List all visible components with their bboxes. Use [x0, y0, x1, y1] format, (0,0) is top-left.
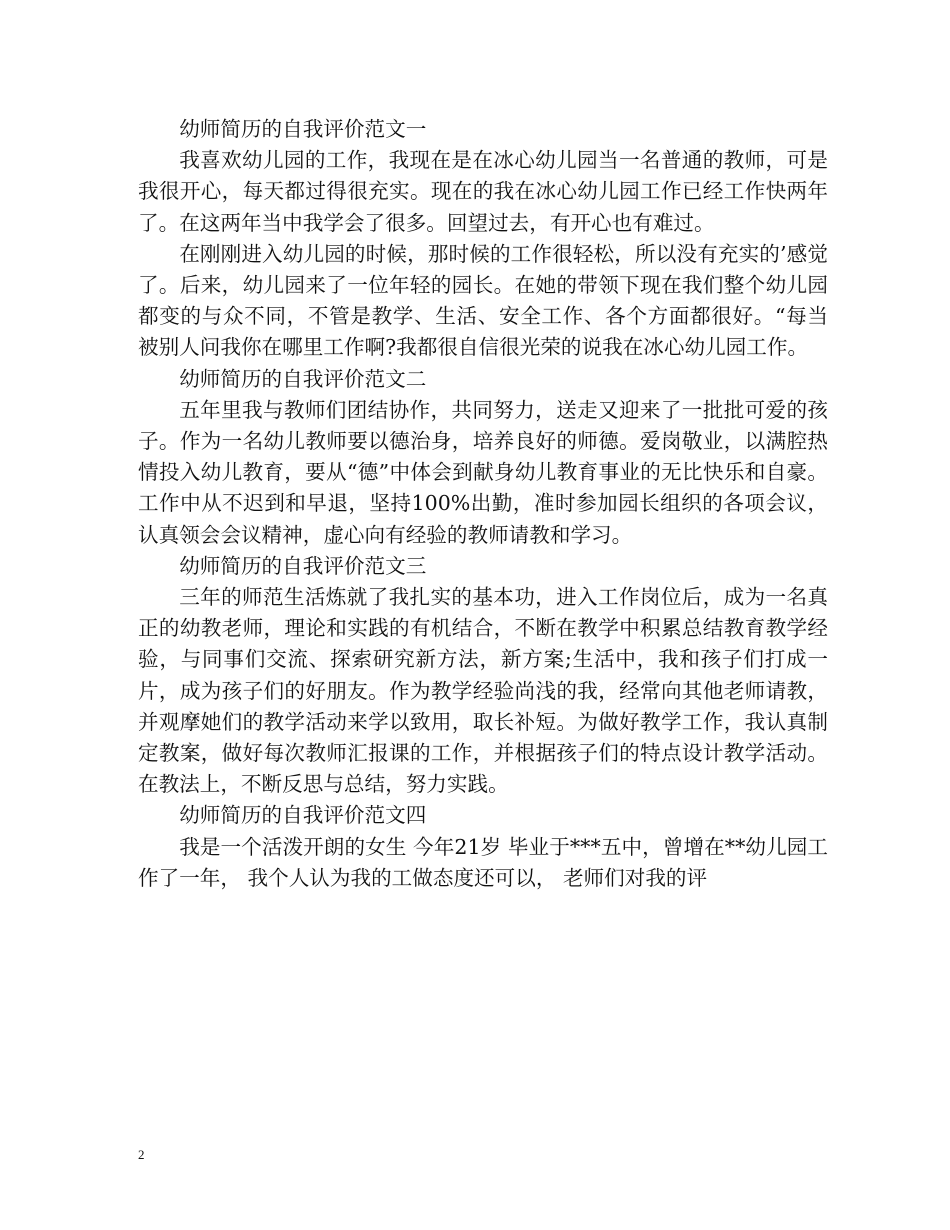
paragraph: 我喜欢幼儿园的工作，我现在是在冰心幼儿园当一名普通的教师，可是我很开心，每天都过得很充实。现在的我在冰心幼儿园工作已经工作快两年了。在这两年当中我学会了很多。回望过去，有开心也有难过。 — [138, 148, 828, 235]
paragraph: 三年的师范生活炼就了我扎实的基本功，进入工作岗位后，成为一名真正的幼教老师，理论和实践的有机结合，不断在教学中积累总结教育教学经验，与同事们交流、探索研究新方法，新方案;生活中，我和孩子们打成一片，成为孩子们的好朋友。作为教学经验尚浅的我，经常向其他老师请教，并观摩她们的教学活动来学以致用，取长补短。为做好教学工作，我认真制定教案，做好每次教师汇报课的工作，并根据孩子们的特点设计教学活动。在教法上，不断反思与总结，努力实践。 — [138, 585, 828, 797]
document-body — [138, 114, 828, 894]
section-heading-1: 幼师简历的自我评价范文一 — [179, 117, 427, 141]
paragraph: 在刚刚进入幼儿园的时候，那时候的工作很轻松，所以没有充实的’感觉了。后来，幼儿园来了一位年轻的园长。在她的带领下现在我们整个幼儿园都变的与众不同，不管是教学、生活、安全工作、各个方面都很好。“每当被别人问我你在哪里工作啊?我都很自信很光荣的说我在冰心幼儿园工作。 — [138, 241, 828, 360]
paragraph: 我是一个活泼开朗的女生 今年21岁 毕业于***五中，曾增在**幼儿园工作了一年， 我个人认为我的工做态度还可以， 老师们对我的评 — [138, 834, 828, 890]
section-heading-3: 幼师简历的自我评价范文三 — [179, 553, 427, 578]
section-heading-2: 幼师简历的自我评价范文二 — [179, 366, 427, 391]
section-heading-4: 幼师简历的自我评价范文四 — [179, 803, 427, 828]
paragraph: 五年里我与教师们团结协作，共同努力，送走又迎来了一批批可爱的孩子。作为一名幼儿教师要以德治身，培养良好的师德。爱岗敬业，以满腔热情投入幼儿教育，要从“德”中体会到献身幼儿教育事业的无比快乐和自豪。工作中从不迟到和早退，坚持100%出勤，准时参加园长组织的各项会议，认真领会会议精神，虚心向有经验的教师请教和学习。 — [138, 397, 828, 547]
page-number: 2 — [138, 1147, 145, 1162]
